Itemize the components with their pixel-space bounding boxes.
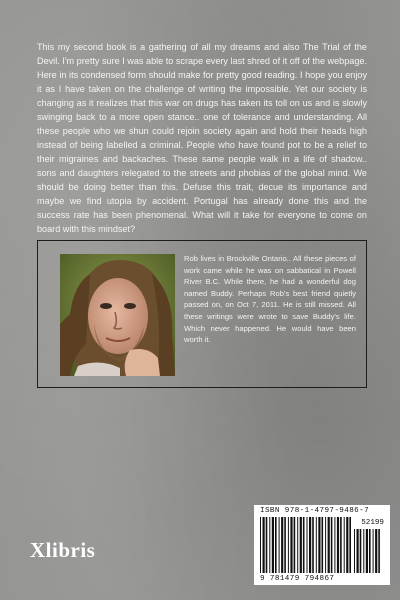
barcode-bars [260,517,354,573]
barcode-bar [290,517,292,573]
author-photo [60,254,175,376]
barcode-bar [349,517,351,573]
price-barcode-bars [354,529,384,573]
isbn-barcode [254,505,390,585]
barcode-bar [307,517,308,573]
barcode-bar [272,517,274,573]
barcode-bar [318,517,320,573]
barcode-bar [322,517,324,573]
barcode-bar [366,529,368,573]
barcode-bar [378,529,380,573]
barcode-bar [369,529,371,573]
barcode-bar [284,517,286,573]
barcode-bar [325,517,326,573]
barcode-bar [373,529,374,573]
barcode-bar [303,517,305,573]
barcode-bar [297,517,298,573]
barcode-bar [357,529,359,573]
barcode-bar [331,517,333,573]
author-bio: Rob lives in Brockville Ontario.. All these pieces of work came while he was on sabbatical in Powell River B.C. While there, he had a wonderful dog named Buddy. Perhaps Rob's best friend quietly passed on, on Oct 7, 2011. He is still missed. All these writings were wrote to save Buddy's life. Which never happened. He would have been worth it. [184,254,356,345]
book-blurb: This my second book is a gathering of all my dreams and also The Trial of the Devil. I'm pretty sure I was able to scrape every last shred of it off of the webpage. Here in its condensed form should make for pretty good reading. I hope you enjoy it as I have taken on the challenge of writing the impossible. Yet our society is changing as it realizes that this war on drugs has taken its toll on us and is slowly swinging back to a more open stance.. one of tolerance and understanding. All these people who we shun could rejoin society again and hold their heads high instead of being labelled a criminal. People who have found pot to be a relief to their migraines and backaches. These same people walk in a life of shadow.. sons and daughters relegated to the streets and phobias of the global mind. We should be doing better than this. Defuse this trait, decue its importance and maybe we find utopia by accident. Portugal has already done this and the success rate has been phenomenal. What will it take for everyone to come on board with this mindset? [37,42,367,234]
author-portrait-icon [60,254,175,376]
barcode-bar [279,517,280,573]
barcode-bar [275,517,277,573]
barcode-bar [281,517,283,573]
price-code: 52199 [361,519,384,527]
barcode-bar [363,529,364,573]
barcode-bar [300,517,302,573]
barcode-bar [337,517,339,573]
barcode-bar [354,529,355,573]
barcode-bar [288,517,289,573]
barcode-bar [269,517,270,573]
barcode-bar [266,517,268,573]
barcode-bar [360,529,362,573]
barcode-bar [375,529,377,573]
isbn-label: ISBN 978-1-4797-9486-7 [260,507,370,515]
barcode-bar [334,517,335,573]
barcode-number: 9 781479 794867 [260,575,335,583]
barcode-bar [312,517,314,573]
barcode-bar [260,517,261,573]
barcode-bar [346,517,348,573]
barcode-bar [344,517,345,573]
barcode-bar [340,517,342,573]
barcode-bar [294,517,296,573]
barcode-bar [263,517,265,573]
author-box [37,240,367,388]
barcode-bar [309,517,311,573]
barcode-bar [328,517,330,573]
publisher-logo: Xlibris [30,538,96,562]
barcode-bar [316,517,317,573]
